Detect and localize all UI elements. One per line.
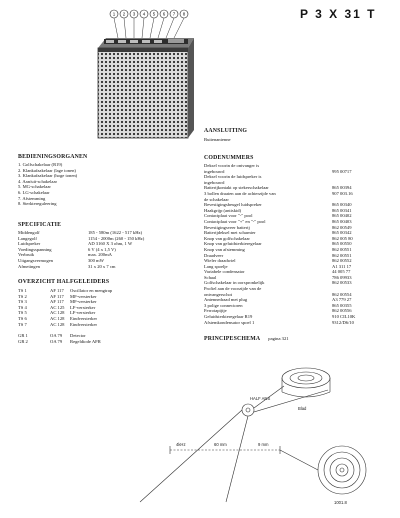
part-label: Golfschakelaar in oorspronkelijk bbox=[204, 280, 265, 286]
drum-outline bbox=[282, 368, 330, 388]
transistor-function: LF-versterker bbox=[70, 310, 96, 316]
spec-value: 31 x 20 x 7 cm bbox=[88, 263, 116, 269]
transistor-type: AC 125 bbox=[50, 304, 65, 310]
diode-type: OA 79 bbox=[50, 338, 63, 344]
spec-label: Uitgangsvermogen bbox=[18, 257, 53, 263]
part-code: 786 09933 bbox=[332, 274, 352, 280]
part-code: 865 00394 bbox=[332, 185, 352, 191]
part-label: Schaal bbox=[204, 274, 217, 280]
diode-ref: GR 1 bbox=[18, 333, 28, 339]
part-label: 3 bollen draaien aan de achterzijde van bbox=[204, 190, 276, 196]
controls-section bbox=[18, 154, 188, 207]
callout-1: 1 bbox=[112, 11, 116, 17]
spec-heading: SPECIFICATIE bbox=[18, 222, 62, 228]
semiconductors-section bbox=[18, 279, 196, 344]
connection-heading: AANSLUITING bbox=[204, 128, 248, 134]
transistor-row bbox=[18, 322, 196, 328]
part-label: Variabele condensator bbox=[204, 269, 245, 275]
controls-heading: BEDIENINGSORGANEN bbox=[18, 154, 88, 160]
callout-8: 8 bbox=[182, 11, 186, 17]
transistor-type: AC 128 bbox=[50, 310, 65, 316]
part-code: 907 003.16 bbox=[332, 190, 353, 196]
part-label: Contactplaat voor "+" en "-" pool bbox=[204, 218, 266, 224]
parts-section bbox=[204, 155, 382, 325]
callout-leaders bbox=[114, 18, 184, 38]
callout-5: 5 bbox=[152, 11, 156, 17]
controls-item: 3. Klankafzakelaar (hoge tonen) bbox=[18, 173, 78, 179]
part-label: Contactplaat voor "-" pool bbox=[204, 213, 253, 219]
model-title: P 3 X 31 T bbox=[300, 7, 377, 21]
transistor-function: Oscillator en mengtrap bbox=[70, 288, 113, 293]
transistor-type: AF 117 bbox=[50, 293, 64, 299]
connection-section bbox=[204, 128, 247, 143]
drawing-label: 4kHz bbox=[176, 442, 186, 447]
drawing-label: 60 mm bbox=[214, 442, 227, 447]
spec-label: Voedingsspanning bbox=[18, 246, 52, 252]
diode-row bbox=[18, 339, 196, 345]
diode-function: Regeldiode AFR bbox=[70, 338, 101, 344]
part-code: 910 CIL10K bbox=[332, 314, 356, 320]
part-label: Antennedraad met plug bbox=[204, 297, 248, 303]
transistor-function: MF-versterker bbox=[70, 293, 97, 299]
part-code: 862 005 80 bbox=[332, 235, 353, 241]
part-code: 44 005 77 bbox=[332, 269, 351, 275]
spec-section bbox=[18, 222, 196, 269]
callout-4: 4 bbox=[142, 11, 146, 17]
spec-label: Langegolf bbox=[18, 235, 37, 241]
part-code: A1 311 17 bbox=[332, 263, 352, 269]
transistor-function: Eindversterker bbox=[70, 315, 98, 321]
drawing-label: 1001.8 bbox=[334, 500, 347, 505]
transistor-function: Eindversterker bbox=[70, 321, 98, 327]
part-code: 865 00402 bbox=[332, 213, 352, 219]
callout-6: 6 bbox=[162, 11, 166, 17]
part-label: Draadveer bbox=[204, 252, 224, 258]
part-label: Bevestigingsbeugel luidspreker bbox=[204, 202, 262, 208]
part-label: de schakelaar bbox=[204, 196, 229, 202]
part-label: ontvangerschot bbox=[204, 291, 233, 297]
part-label: Bevestigingsveer batterij bbox=[204, 224, 250, 230]
callout-numbers bbox=[113, 12, 186, 17]
part-code: 862 00551 bbox=[332, 252, 352, 258]
part-code: 862 00551 bbox=[332, 246, 352, 252]
part-code: 9312/D6/10 bbox=[332, 319, 354, 325]
drawing-label: Blad bbox=[298, 406, 307, 411]
transistor-type: AC 128 bbox=[50, 321, 65, 327]
transistor-table bbox=[18, 288, 196, 327]
controls-item: 6. LG-schakelaar bbox=[18, 189, 50, 195]
part-code: 865 00403 bbox=[332, 218, 352, 224]
schematic-heading: PRINCIPESCHEMA bbox=[204, 336, 261, 342]
part-label: Lang spoelje bbox=[204, 263, 228, 269]
part-label: Knop van afstemming bbox=[204, 246, 245, 252]
part-label: Wieler draadwiel bbox=[204, 258, 236, 264]
transistor-ref: TS 2 bbox=[18, 293, 27, 299]
spec-value: 6 V (4 x 1,5 V) bbox=[88, 246, 116, 252]
part-code: 995 00717 bbox=[332, 168, 352, 174]
part-label: Deksel voorin de luidspreker is bbox=[204, 174, 262, 180]
schematic-page: pagina 321 bbox=[268, 336, 289, 341]
callout-7: 7 bbox=[172, 11, 176, 17]
part-code: 862 00533 bbox=[332, 280, 352, 286]
callout-2: 2 bbox=[122, 11, 126, 17]
transistor-ref: TS 6 bbox=[18, 315, 27, 321]
controls-list bbox=[18, 162, 188, 207]
spec-label: Afmetingen bbox=[18, 263, 40, 269]
part-code: 865 00340 bbox=[332, 202, 352, 208]
part-code: 865 00341 bbox=[332, 207, 352, 213]
transistor-ref: TS 4 bbox=[18, 304, 27, 310]
part-code: 865 00355 bbox=[332, 302, 352, 308]
part-label: Knop van golfschakelaar bbox=[204, 235, 250, 241]
spec-row bbox=[18, 264, 196, 270]
part-label: Geluidsterkteregelaar R19 bbox=[204, 314, 253, 320]
controls-item: 8. Sterktereguleering bbox=[18, 201, 57, 207]
part-label: Deksel voorin de ontvanger is bbox=[204, 163, 260, 168]
spec-value: AD 3160 X 3 ohm, 1 W bbox=[88, 241, 133, 247]
parts-table bbox=[204, 163, 382, 325]
controls-item: 5. MG-schakelaar bbox=[18, 184, 51, 190]
controls-item: 2. Klankafzakelaar (lage tonen) bbox=[18, 167, 76, 173]
controls-item: 1. Golfschakelaar (R19) bbox=[18, 162, 63, 167]
part-code: 865 00342 bbox=[332, 230, 352, 236]
transistor-function: MF-versterker bbox=[70, 299, 97, 305]
drawing-label: HALF ANS bbox=[250, 396, 271, 401]
spec-value: 300 mW bbox=[88, 257, 104, 263]
parts-row bbox=[204, 320, 382, 326]
part-label: Profiel aan de voorzijde van de bbox=[204, 286, 262, 292]
parts-heading: CODENUMMERS bbox=[204, 155, 254, 161]
part-code: 862 00549 bbox=[332, 224, 352, 230]
transistor-ref: TS 7 bbox=[18, 321, 27, 327]
transistor-type: AF 117 bbox=[50, 288, 64, 293]
diode-table bbox=[18, 333, 196, 344]
semiconductors-heading: OVERZICHT HALFGELEIDERS bbox=[18, 279, 110, 285]
part-code: 865 00550 bbox=[332, 241, 352, 247]
part-code: 862 00552 bbox=[332, 258, 352, 264]
spiral-drum bbox=[318, 446, 366, 494]
part-label: 3 polige connectoren bbox=[204, 302, 243, 308]
part-label: Batterijdeksel met scharnier bbox=[204, 230, 256, 236]
part-label: Ferrotapijtje bbox=[204, 308, 227, 314]
part-label: Batterijkontakt op stekerschakelaar bbox=[204, 185, 269, 191]
transistor-ref: TS 1 bbox=[18, 288, 27, 293]
dial-cord-drawing bbox=[130, 352, 380, 512]
part-code: 862 00556 bbox=[332, 308, 352, 314]
spec-label: Middengolf bbox=[18, 230, 40, 235]
drawing-label: 9 mm bbox=[258, 442, 269, 447]
part-label: ingebouwd bbox=[204, 168, 225, 174]
spec-value: max. 200mA bbox=[88, 252, 112, 258]
part-label: ingebouwd bbox=[204, 179, 225, 185]
part-label: Afstemkondensator spoel 1 bbox=[204, 319, 255, 325]
part-label: Knop van geluidsterkteregelaar bbox=[204, 241, 262, 247]
transistor-ref: TS 5 bbox=[18, 310, 27, 316]
pulley-left bbox=[242, 404, 254, 416]
part-code: 862 00554 bbox=[332, 291, 352, 297]
callout-3: 3 bbox=[132, 11, 136, 17]
callout-circles bbox=[110, 10, 188, 18]
controls-item: 7. Afstemming bbox=[18, 195, 46, 201]
radio-body bbox=[98, 38, 194, 138]
transistor-function: LF-versterker bbox=[70, 304, 96, 310]
spec-value: 1154 - 2000m (260 - 150 kHz) bbox=[88, 235, 145, 241]
diode-function: Detector bbox=[70, 333, 86, 339]
transistor-type: AF 117 bbox=[50, 299, 64, 305]
schematic-reference bbox=[204, 327, 289, 345]
radio-photo bbox=[84, 8, 206, 140]
transistor-ref: TS 3 bbox=[18, 299, 27, 305]
controls-item: 4. Aan/uit-schakelaar bbox=[18, 178, 58, 184]
spec-label: Luidspreker bbox=[18, 241, 41, 247]
transistor-type: AC 128 bbox=[50, 315, 65, 321]
spec-value: 185 - 580m (1622 - 517 kHz) bbox=[88, 230, 143, 235]
diode-ref: GR 2 bbox=[18, 338, 28, 344]
part-label: Haakgrijp (antiskid) bbox=[204, 207, 242, 213]
spec-label: Verbruik bbox=[18, 252, 35, 258]
connection-text: Buitenantenne bbox=[204, 137, 231, 142]
part-code: A3 779 27 bbox=[332, 297, 352, 303]
diode-type: OA 79 bbox=[50, 333, 63, 339]
spec-table bbox=[18, 230, 196, 269]
